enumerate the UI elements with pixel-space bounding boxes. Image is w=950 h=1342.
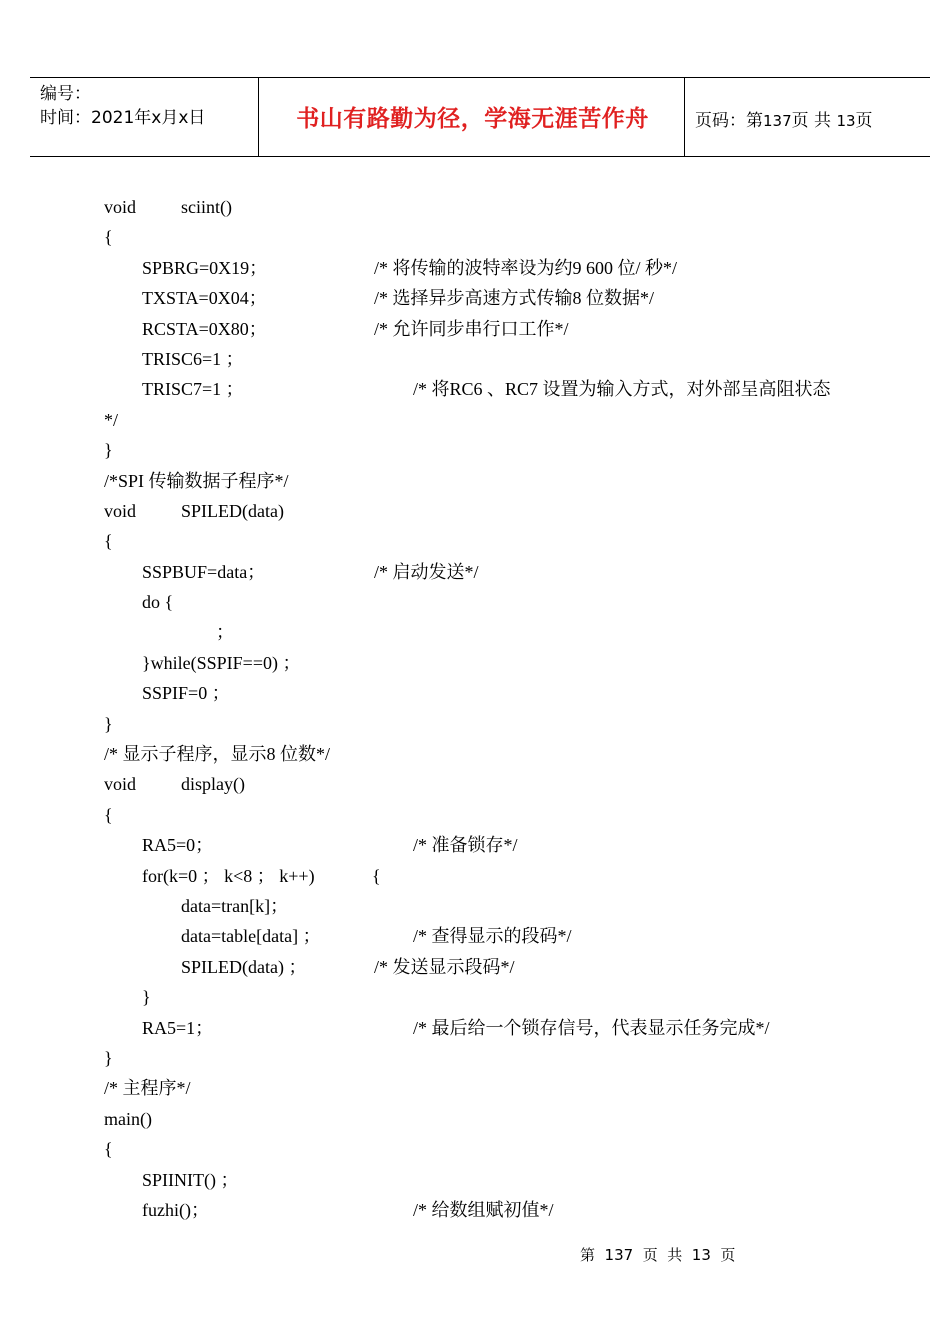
- code-line: [0, 648, 950, 678]
- code-text: {: [104, 804, 113, 825]
- code-line: [0, 861, 950, 891]
- code-text: TXSTA=0X04；: [142, 288, 267, 309]
- serial-label: 编号：: [40, 84, 91, 104]
- page-number: 137: [763, 112, 792, 130]
- code-listing: [0, 192, 950, 1225]
- code-text: */: [104, 409, 119, 430]
- code-comment: /* 准备锁存*/: [413, 835, 518, 856]
- code-line: [0, 557, 950, 587]
- code-line: [0, 1195, 950, 1225]
- code-comment: SPILED(data): [181, 500, 284, 521]
- code-line: [0, 1073, 950, 1103]
- time-label: 时间：2021年x月x日: [40, 108, 206, 128]
- page-mid-label: 页 共: [791, 111, 832, 131]
- page-label: 页码：第: [695, 111, 763, 131]
- code-text: {: [104, 531, 113, 552]
- code-text: }: [104, 440, 113, 461]
- code-text: SSPIF=0 ；: [142, 683, 230, 704]
- code-text: }: [104, 1047, 113, 1068]
- code-text: void: [104, 197, 137, 217]
- code-comment: /* 允许同步串行口工作*/: [374, 318, 569, 339]
- code-line: [0, 678, 950, 708]
- code-text: SPILED(data) ；: [181, 956, 307, 977]
- code-text: /*SPI 传输数据子程序*/: [104, 470, 289, 491]
- code-line: [0, 496, 950, 526]
- code-comment: /* 将传输的波特率设为约9 600 位/ 秒*/: [374, 257, 678, 278]
- code-text: main(): [104, 1108, 152, 1129]
- code-comment: display(): [181, 774, 245, 795]
- code-line: [0, 769, 950, 799]
- code-line: [0, 830, 950, 860]
- code-text: }while(SSPIF==0) ；: [142, 652, 301, 673]
- code-line: [0, 891, 950, 921]
- code-line: [0, 800, 950, 830]
- code-text: /* 显示子程序，显示8 位数*/: [104, 744, 331, 765]
- code-text: do {: [142, 592, 174, 613]
- code-line: [0, 921, 950, 951]
- code-text: for(k=0 ； k<8 ； k++): [142, 865, 315, 886]
- header-divider: [258, 78, 259, 156]
- code-text: {: [104, 1139, 113, 1160]
- code-line: [0, 253, 950, 283]
- code-text: TRISC7=1 ；: [142, 379, 244, 400]
- code-line: [0, 405, 950, 435]
- code-comment: /* 选择异步高速方式传输8 位数据*/: [374, 288, 655, 309]
- code-line: [0, 1043, 950, 1073]
- code-text: /* 主程序*/: [104, 1078, 191, 1099]
- code-line: [0, 952, 950, 982]
- code-line: [0, 374, 950, 404]
- code-text: SPIINIT() ；: [142, 1169, 239, 1190]
- code-line: [0, 587, 950, 617]
- page-footer: 第 137 页 共 13 页: [580, 1246, 736, 1264]
- code-line: [0, 617, 950, 647]
- code-text: RCSTA=0X80；: [142, 318, 267, 339]
- code-text: fuzhi()；: [142, 1199, 209, 1220]
- code-line: [0, 435, 950, 465]
- code-text: }: [142, 987, 151, 1008]
- code-line: [0, 192, 950, 222]
- code-text: RA5=0；: [142, 835, 214, 856]
- code-comment: /* 将RC6 、RC7 设置为输入方式，对外部呈高阻状态: [413, 379, 831, 400]
- code-text: void: [104, 774, 137, 795]
- code-line: [0, 739, 950, 769]
- header-motto: 书山有路勤为径，学海无涯苦作舟: [296, 106, 649, 132]
- header-meta: [40, 82, 260, 130]
- code-text: void: [104, 500, 137, 521]
- code-line: [0, 344, 950, 374]
- code-line: [0, 1104, 950, 1134]
- code-line: [0, 982, 950, 1012]
- header-page-info: [695, 106, 873, 131]
- total-pages: 13: [836, 112, 856, 130]
- code-text: TRISC6=1 ；: [142, 348, 244, 369]
- code-line: [0, 1165, 950, 1195]
- page-end-label: 页: [855, 111, 873, 131]
- code-text: SSPBUF=data；: [142, 561, 266, 582]
- code-text: data=tran[k]；: [181, 895, 289, 916]
- code-comment: /* 启动发送*/: [374, 561, 479, 582]
- code-comment: /* 查得显示的段码*/: [413, 926, 572, 947]
- code-comment: sciint(): [181, 197, 232, 217]
- code-line: [0, 314, 950, 344]
- code-line: [0, 222, 950, 252]
- code-text: {: [104, 227, 113, 248]
- code-line: [0, 526, 950, 556]
- code-text: SPBRG=0X19；: [142, 257, 268, 278]
- code-line: [0, 1134, 950, 1164]
- code-text: }: [104, 713, 113, 734]
- code-line: [0, 709, 950, 739]
- code-text: RA5=1；: [142, 1017, 214, 1038]
- code-comment: /* 最后给一个锁存信号，代表显示任务完成*/: [413, 1017, 770, 1038]
- code-line: [0, 466, 950, 496]
- code-line: [0, 1013, 950, 1043]
- code-comment: /* 给数组赋初值*/: [413, 1199, 554, 1220]
- code-text: data=table[data] ；: [181, 926, 321, 947]
- code-line: [0, 283, 950, 313]
- page-header: [30, 77, 930, 157]
- code-text: ；: [216, 622, 234, 643]
- header-divider: [684, 78, 685, 156]
- code-comment: /* 发送显示段码*/: [374, 956, 515, 977]
- code-comment: {: [372, 865, 381, 886]
